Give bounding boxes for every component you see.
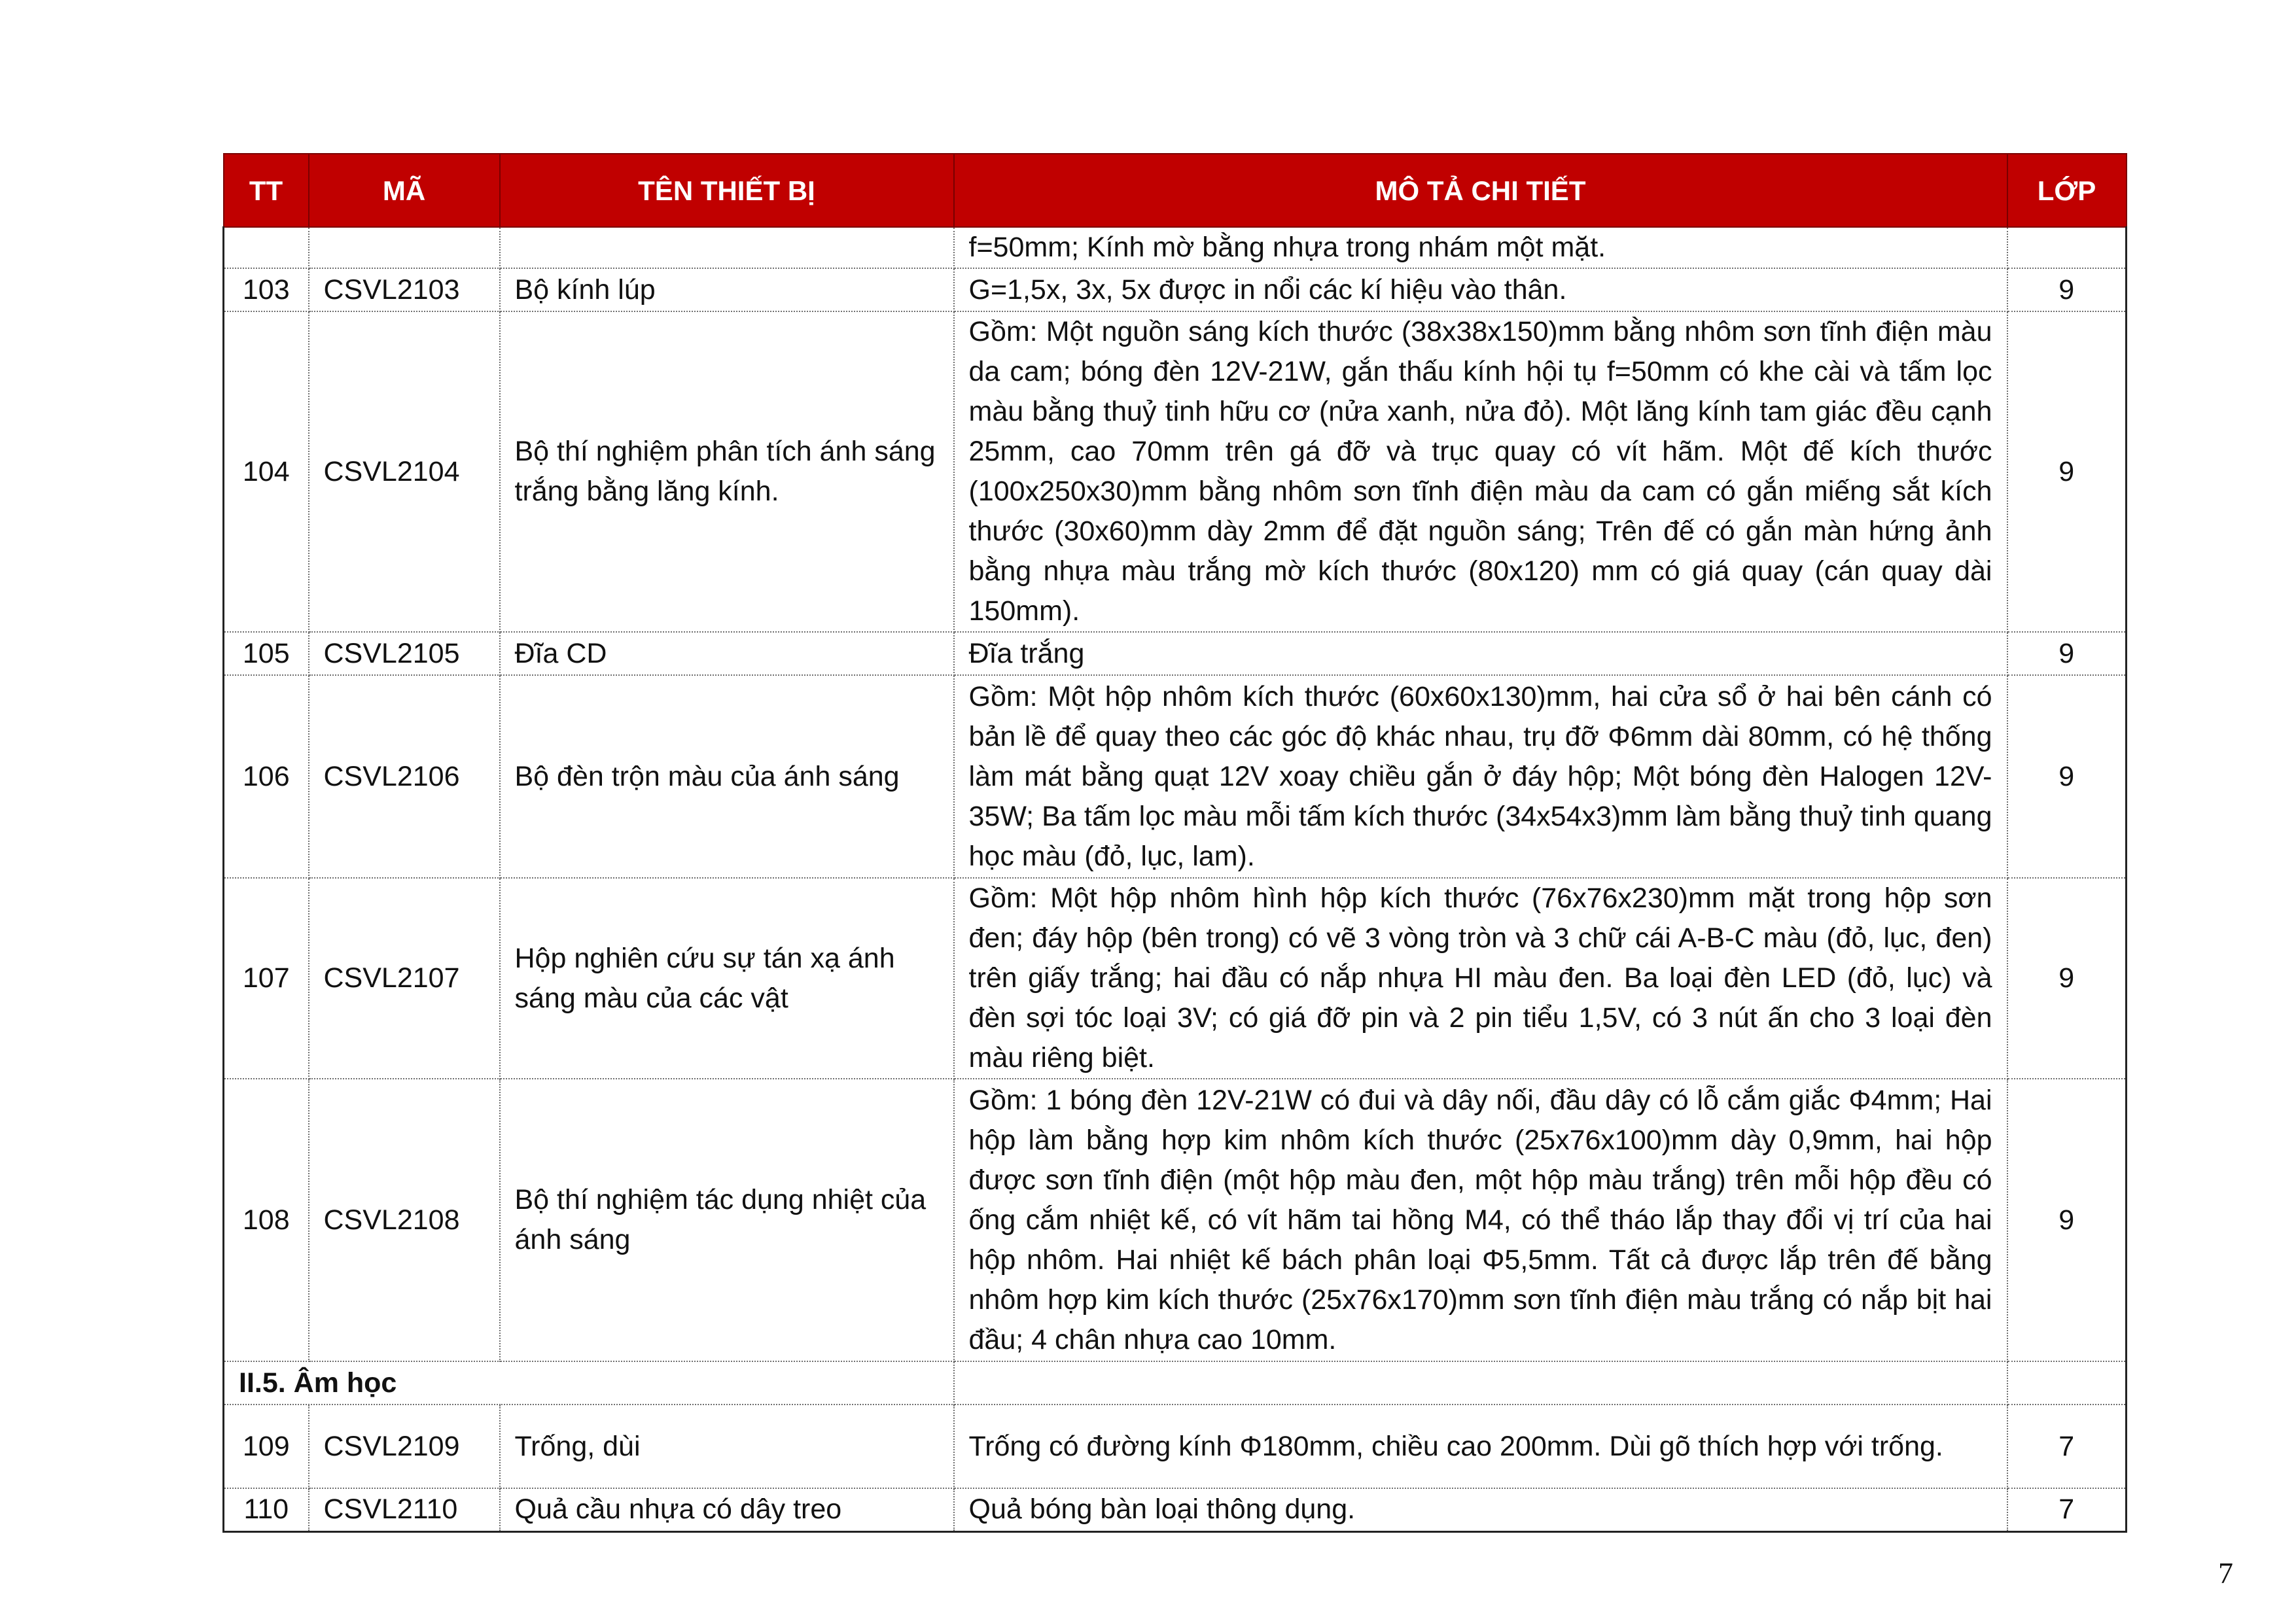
cell-tt: 104 — [224, 311, 309, 632]
section-row — [224, 1361, 2127, 1405]
header-ma: MÃ — [309, 154, 500, 227]
header-lop: LỚP — [2007, 154, 2127, 227]
cell-mota: Đĩa trắng — [954, 632, 2007, 675]
table-row — [224, 632, 2127, 675]
cell-empty — [954, 1361, 2007, 1405]
cell-ma: CSVL2109 — [309, 1405, 500, 1488]
cell-tt: 107 — [224, 878, 309, 1079]
table-row — [224, 227, 2127, 268]
cell-ma: CSVL2104 — [309, 311, 500, 632]
page-number: 7 — [2218, 1556, 2233, 1590]
header-mota: MÔ TẢ CHI TIẾT — [954, 154, 2007, 227]
cell-mota: G=1,5x, 3x, 5x được in nổi các kí hiệu vào thân. — [954, 268, 2007, 311]
header-row — [224, 154, 2127, 227]
cell-ten: Trống, dùi — [500, 1405, 954, 1488]
header-ten: TÊN THIẾT BỊ — [500, 154, 954, 227]
cell-tt: 106 — [224, 675, 309, 878]
table-body — [224, 227, 2127, 1531]
cell-tt: 105 — [224, 632, 309, 675]
table-row — [224, 311, 2127, 632]
cell-tt: 109 — [224, 1405, 309, 1488]
cell-lop: 7 — [2007, 1488, 2127, 1531]
cell-ma: CSVL2103 — [309, 268, 500, 311]
cell-ten: Quả cầu nhựa có dây treo — [500, 1488, 954, 1531]
section-heading: II.5. Âm học — [224, 1361, 954, 1405]
cell-lop: 9 — [2007, 268, 2127, 311]
cell-lop: 9 — [2007, 878, 2127, 1079]
cell-ten: Bộ thí nghiệm phân tích ánh sáng trắng bằng lăng kính. — [500, 311, 954, 632]
cell-ten: Bộ kính lúp — [500, 268, 954, 311]
cell-ten — [500, 227, 954, 268]
table-row — [224, 675, 2127, 878]
cell-ma: CSVL2108 — [309, 1079, 500, 1361]
cell-ten: Bộ thí nghiệm tác dụng nhiệt của ánh sáng — [500, 1079, 954, 1361]
cell-ten: Đĩa CD — [500, 632, 954, 675]
table-row — [224, 1405, 2127, 1488]
cell-lop: 9 — [2007, 632, 2127, 675]
cell-lop — [2007, 227, 2127, 268]
cell-ma — [309, 227, 500, 268]
header-tt: TT — [224, 154, 309, 227]
cell-ma: CSVL2107 — [309, 878, 500, 1079]
cell-tt — [224, 227, 309, 268]
cell-ten: Bộ đèn trộn màu của ánh sáng — [500, 675, 954, 878]
cell-empty — [2007, 1361, 2127, 1405]
cell-lop: 7 — [2007, 1405, 2127, 1488]
cell-mota: Quả bóng bàn loại thông dụng. — [954, 1488, 2007, 1531]
cell-tt: 103 — [224, 268, 309, 311]
cell-ma: CSVL2110 — [309, 1488, 500, 1531]
table-row — [224, 1079, 2127, 1361]
cell-ten: Hộp nghiên cứu sự tán xạ ánh sáng màu của các vật — [500, 878, 954, 1079]
cell-lop: 9 — [2007, 311, 2127, 632]
cell-lop: 9 — [2007, 1079, 2127, 1361]
cell-ma: CSVL2105 — [309, 632, 500, 675]
cell-mota: Gồm: Một nguồn sáng kích thước (38x38x150)mm bằng nhôm sơn tĩnh điện màu da cam; bóng đèn 12V-21W, gắn thấu kính hội tụ f=50mm có khe cài và tấm lọc màu bằng thuỷ tinh hữu cơ (nửa xanh, nửa đỏ). Một lăng kính tam giác đều cạnh 25mm, cao 70mm trên gá đỡ và trục quay có vít hãm. Một đế kích thước (100x250x30)mm bằng nhôm sơn tĩnh điện màu da cam có gắn miếng sắt kích thước (30x60)mm dày 2mm để đặt nguồn sáng; Trên đế có gắn màn hứng ảnh bằng nhựa màu trắng mờ kích thước (80x120) mm có giá quay (cán quay dài 150mm). — [954, 311, 2007, 632]
cell-mota: Trống có đường kính Φ180mm, chiều cao 200mm. Dùi gõ thích hợp với trống. — [954, 1405, 2007, 1488]
table-header — [224, 154, 2127, 227]
cell-mota: Gồm: Một hộp nhôm kích thước (60x60x130)mm, hai cửa sổ ở hai bên cánh có bản lề để quay theo các góc độ khác nhau, trụ đỡ Φ6mm dài 80mm, có hệ thống làm mát bằng quạt 12V xoay chiều gắn ở đáy hộp; Một bóng đèn Halogen 12V-35W; Ba tấm lọc màu mỗi tấm kích thước (34x54x3)mm làm bằng thuỷ tinh quang học màu (đỏ, lục, lam). — [954, 675, 2007, 878]
equipment-table — [222, 153, 2127, 1533]
equipment-table-container — [222, 153, 2125, 1533]
table-row — [224, 268, 2127, 311]
cell-mota: Gồm: 1 bóng đèn 12V-21W có đui và dây nối, đầu dây có lỗ cắm giắc Φ4mm; Hai hộp làm bằng hợp kim nhôm kích thước (25x76x100)mm dày 0,9mm, hai hộp được sơn tĩnh điện (một hộp màu đen, một hộp màu trắng) trên mỗi hộp đều có ống cắm nhiệt kế, có vít hãm tai hồng M4, có thể tháo lắp thay đổi vị trí của hai hộp nhôm. Hai nhiệt kế bách phân loại Φ5,5mm. Tất cả được lắp trên đế bằng nhôm hợp kim kích thước (25x76x170)mm sơn tĩnh điện màu trắng có nắp bịt hai đầu; 4 chân nhựa cao 10mm. — [954, 1079, 2007, 1361]
cell-ma: CSVL2106 — [309, 675, 500, 878]
cell-lop: 9 — [2007, 675, 2127, 878]
table-row — [224, 878, 2127, 1079]
table-row — [224, 1488, 2127, 1531]
cell-mota: f=50mm; Kính mờ bằng nhựa trong nhám một mặt. — [954, 227, 2007, 268]
cell-tt: 110 — [224, 1488, 309, 1531]
cell-mota: Gồm: Một hộp nhôm hình hộp kích thước (76x76x230)mm mặt trong hộp sơn đen; đáy hộp (bên trong) có vẽ 3 vòng tròn và 3 chữ cái A-B-C màu (đỏ, lục, đen) trên giấy trắng; hai đầu có nắp nhựa HI màu đen. Ba loại đèn LED (đỏ, lục) và đèn sợi tóc loại 3V; có giá đỡ pin và 2 pin tiểu 1,5V, có 3 nút ấn cho 3 loại đèn màu riêng biệt. — [954, 878, 2007, 1079]
cell-tt: 108 — [224, 1079, 309, 1361]
